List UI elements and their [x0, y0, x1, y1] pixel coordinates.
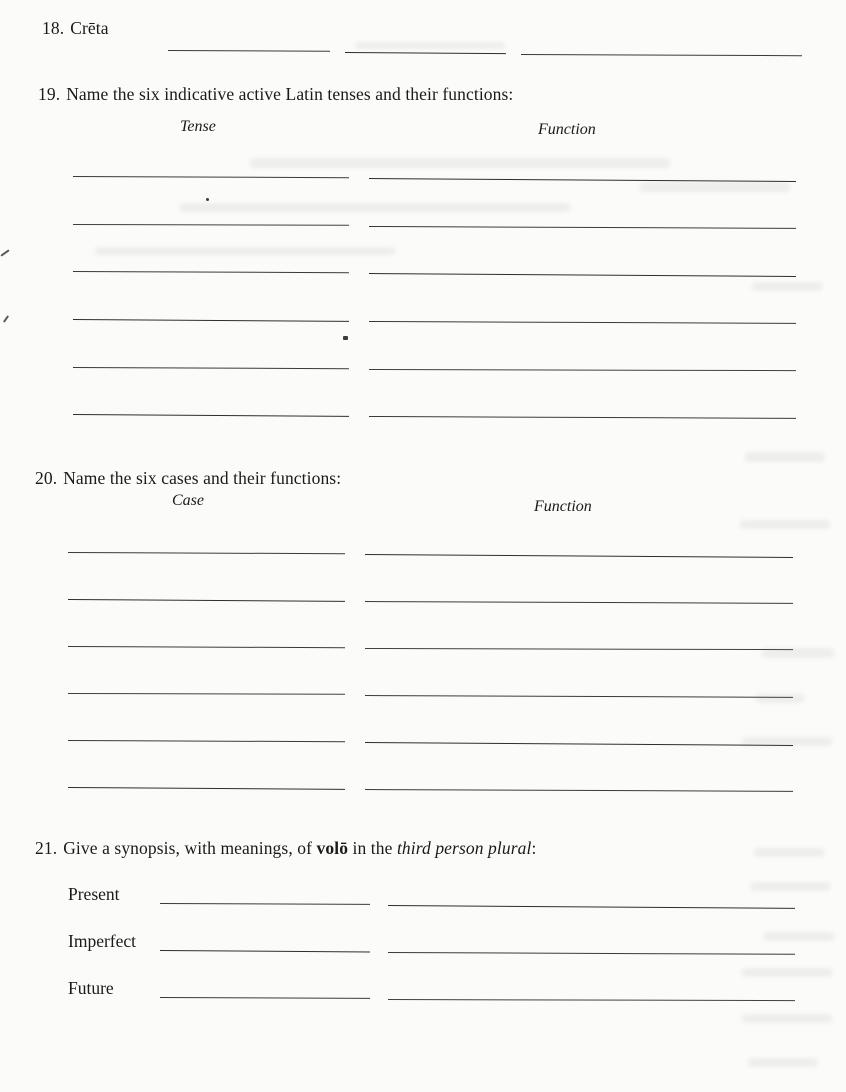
q18-answer-blank-3[interactable]: [521, 54, 802, 56]
q19-function-blank-4[interactable]: [369, 321, 796, 324]
bleed-through-artifact: [95, 247, 395, 255]
q20-case-blank-1[interactable]: [68, 552, 345, 554]
q19-tense-blank-2[interactable]: [73, 224, 349, 226]
q21-present-meaning-blank[interactable]: [388, 905, 795, 909]
q20-col-header-case: Case: [172, 492, 204, 509]
bleed-through-artifact: [750, 882, 830, 891]
question-21-text-suffix: :: [531, 838, 537, 858]
question-21-number: 21.: [35, 838, 58, 858]
bleed-through-artifact: [756, 694, 804, 703]
question-18-prompt: [42, 18, 109, 39]
q19-tense-blank-1[interactable]: [73, 176, 349, 178]
q21-imperfect-meaning-blank[interactable]: [388, 952, 795, 955]
q19-tense-blank-6[interactable]: [73, 414, 349, 417]
question-18-text: Crēta: [70, 18, 109, 38]
bleed-through-artifact: [752, 282, 822, 291]
bleed-through-artifact: [764, 932, 834, 941]
bleed-through-artifact: [754, 848, 824, 857]
stray-dot-artifact: [206, 198, 209, 201]
bleed-through-artifact: [745, 452, 825, 462]
question-19-text: Name the six indicative active Latin tenses and their functions:: [66, 84, 514, 104]
q21-future-meaning-blank[interactable]: [388, 999, 795, 1001]
q20-function-blank-3[interactable]: [365, 648, 793, 650]
q18-answer-blank-1[interactable]: [168, 50, 330, 52]
bleed-through-artifact: [180, 203, 570, 212]
q20-case-blank-5[interactable]: [68, 740, 345, 742]
pencil-tick-artifact: [3, 315, 9, 323]
q21-imperfect-latin-blank[interactable]: [160, 950, 370, 952]
question-20-number: 20.: [35, 468, 58, 488]
q20-function-blank-6[interactable]: [365, 789, 793, 792]
bleed-through-artifact: [762, 648, 834, 658]
question-21-text-prefix: Give a synopsis, with meanings, of: [63, 838, 317, 858]
q19-function-blank-5[interactable]: [369, 369, 796, 371]
q19-tense-blank-3[interactable]: [73, 271, 349, 273]
question-19-prompt: [38, 84, 513, 105]
question-20-prompt: [35, 468, 341, 489]
q19-tense-blank-5[interactable]: [73, 367, 349, 369]
question-20-text: Name the six cases and their functions:: [63, 468, 342, 488]
bleed-through-artifact: [740, 520, 830, 529]
q21-row-label-future: Future: [68, 978, 114, 998]
q18-answer-blank-2[interactable]: [345, 52, 506, 54]
question-19-number: 19.: [38, 84, 61, 104]
q20-function-blank-5[interactable]: [365, 742, 793, 746]
q20-case-blank-4[interactable]: [68, 693, 345, 695]
q21-future-latin-blank[interactable]: [160, 997, 370, 999]
q19-col-header-tense: Tense: [180, 118, 216, 135]
q20-case-blank-3[interactable]: [68, 646, 345, 648]
q19-function-blank-2[interactable]: [369, 226, 796, 229]
bleed-through-artifact: [250, 158, 670, 168]
bleed-through-artifact: [355, 42, 505, 49]
q20-function-blank-2[interactable]: [365, 601, 793, 604]
bleed-through-artifact: [742, 968, 832, 977]
q19-function-blank-3[interactable]: [369, 273, 796, 277]
q19-function-blank-6[interactable]: [369, 416, 796, 419]
q19-col-header-function: Function: [538, 121, 596, 138]
bleed-through-artifact: [742, 1014, 832, 1023]
q21-present-latin-blank[interactable]: [160, 903, 370, 905]
question-21-text-middle: in the: [348, 838, 397, 858]
q19-tense-blank-4[interactable]: [73, 319, 349, 322]
question-21-emphasis: third person plural: [396, 838, 532, 858]
q20-case-blank-2[interactable]: [68, 599, 345, 602]
question-21-verb: volō: [316, 838, 349, 858]
q20-case-blank-6[interactable]: [68, 787, 345, 790]
question-21-prompt: [35, 838, 536, 859]
q20-function-blank-4[interactable]: [365, 695, 793, 698]
q20-function-blank-1[interactable]: [365, 554, 793, 558]
q20-col-header-function: Function: [534, 498, 592, 515]
stray-mark-artifact: [343, 336, 348, 340]
bleed-through-artifact: [640, 182, 790, 192]
q21-row-label-present: Present: [68, 884, 120, 904]
bleed-through-artifact: [748, 1058, 818, 1067]
pencil-tick-artifact: [0, 249, 9, 256]
bleed-through-artifact: [742, 737, 832, 746]
question-18-number: 18.: [42, 18, 65, 38]
q21-row-label-imperfect: Imperfect: [68, 931, 137, 951]
